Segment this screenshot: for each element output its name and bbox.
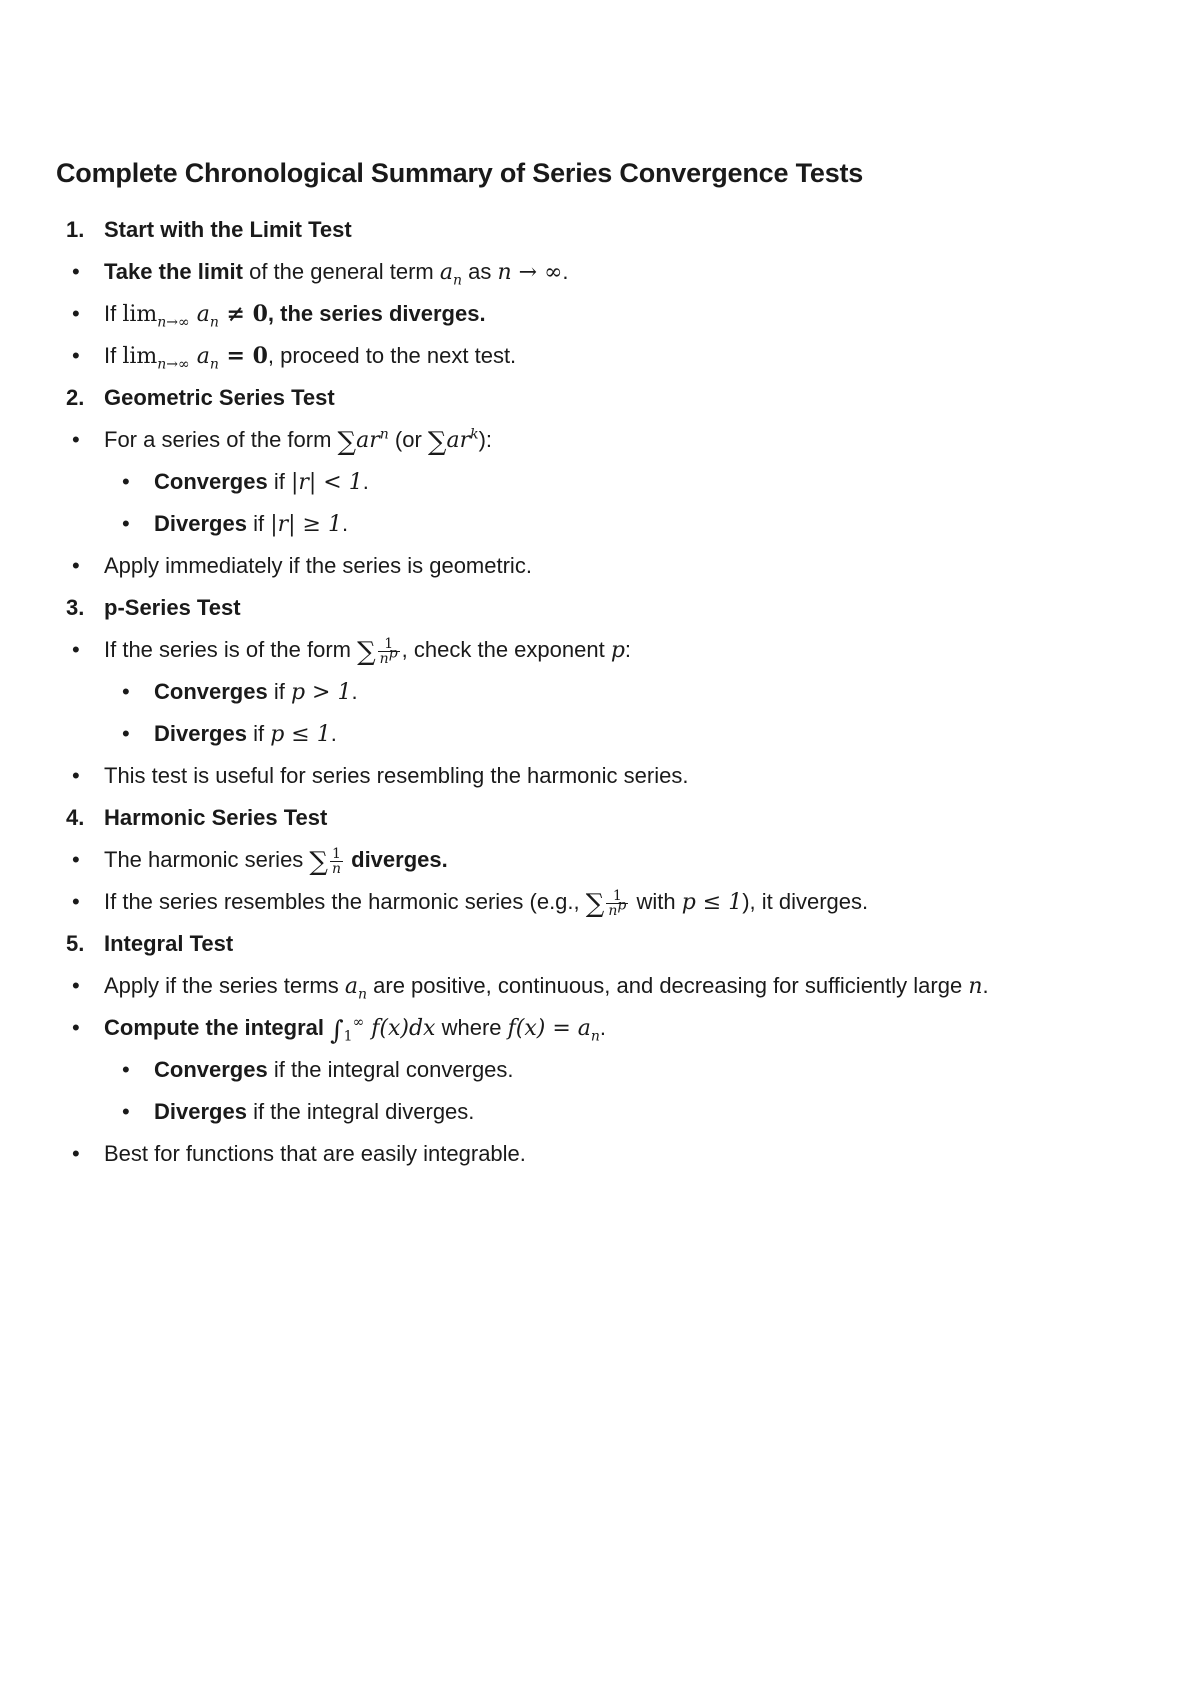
list-subitem: • Converges if p > 1. (56, 671, 1166, 713)
list-item: • Apply if the series terms $a_n$ are positive, continuous, and decreasing for sufficiently large n. (56, 965, 1166, 1007)
list-subitem: • Diverges if the integral diverges. (56, 1091, 1166, 1133)
summation-symbol: ∑ (309, 847, 328, 877)
list-subitem: • Converges if the integral converges. (56, 1049, 1166, 1091)
section-title: Harmonic Series Test (104, 805, 328, 830)
list-item: • Take the limit of the general term $a_n$ as n → ∞. (56, 251, 1166, 293)
section-number: 2. (66, 385, 85, 410)
page-title: Complete Chronological Summary of Series Convergence Tests (56, 158, 864, 188)
summation-symbol: ∑ (585, 889, 605, 919)
list-item: • If $\lim_{n\to\infty} a_n \ne 0$, the series diverges. (56, 293, 1166, 335)
fraction: $\frac{1}{n^p}$ (379, 635, 398, 667)
list-item: • If $\lim_{n\to\infty} a_n = 0$, proceed to the next test. (56, 335, 1166, 377)
section-integral-test (56, 923, 1166, 965)
list-item: • For a series of the form $\sum ar^n$ (or $\sum ar^k$): (56, 419, 1166, 461)
list-item: • Apply immediately if the series is geometric. (56, 545, 1166, 587)
list-subitem: • Diverges if p ≤ 1. (56, 713, 1166, 755)
summation-symbol: ∑ (337, 427, 357, 457)
section-title: Geometric Series Test (104, 385, 335, 410)
document (56, 158, 1166, 1175)
section-number: 3. (66, 595, 85, 620)
section-geometric-test (56, 377, 1166, 419)
list-item: • If the series resembles the harmonic series (e.g., ∑ $\frac{1}{n^p}$ with p ≤ 1), it diverges. (56, 881, 1166, 923)
list-item: • If the series is of the form ∑ $\frac{1}{n^p}$ , check the exponent p: (56, 629, 1166, 671)
list-item: • This test is useful for series resembling the harmonic series. (56, 755, 1166, 797)
section-p-series-test (56, 587, 1166, 629)
list-item: • Best for functions that are easily integrable. (56, 1133, 1166, 1175)
section-title: p-Series Test (104, 595, 241, 620)
integral-symbol: ∫ (330, 1016, 344, 1046)
list-item: • The harmonic series ∑ $\frac{1}{n}$ diverges. (56, 839, 1166, 881)
fraction: $\frac{1}{n^p}$ (608, 887, 627, 919)
list-subitem: • Diverges if |r| ≥ 1. (56, 503, 1166, 545)
section-limit-test (56, 209, 1166, 251)
fraction: $\frac{1}{n}$ (331, 845, 342, 877)
section-title: Integral Test (104, 931, 234, 956)
section-number: 4. (66, 805, 85, 830)
section-number: 1. (66, 217, 85, 242)
section-harmonic-test (56, 797, 1166, 839)
summation-symbol: ∑ (357, 637, 376, 667)
section-number: 5. (66, 931, 85, 956)
section-title: Start with the Limit Test (104, 217, 352, 242)
list-item: • Compute the integral $\int_1^\infty$ f(x)dx where $f(x) = a_n$. (56, 1007, 1166, 1049)
list-subitem: • Converges if |r| < 1. (56, 461, 1166, 503)
summation-symbol: ∑ (427, 427, 447, 457)
